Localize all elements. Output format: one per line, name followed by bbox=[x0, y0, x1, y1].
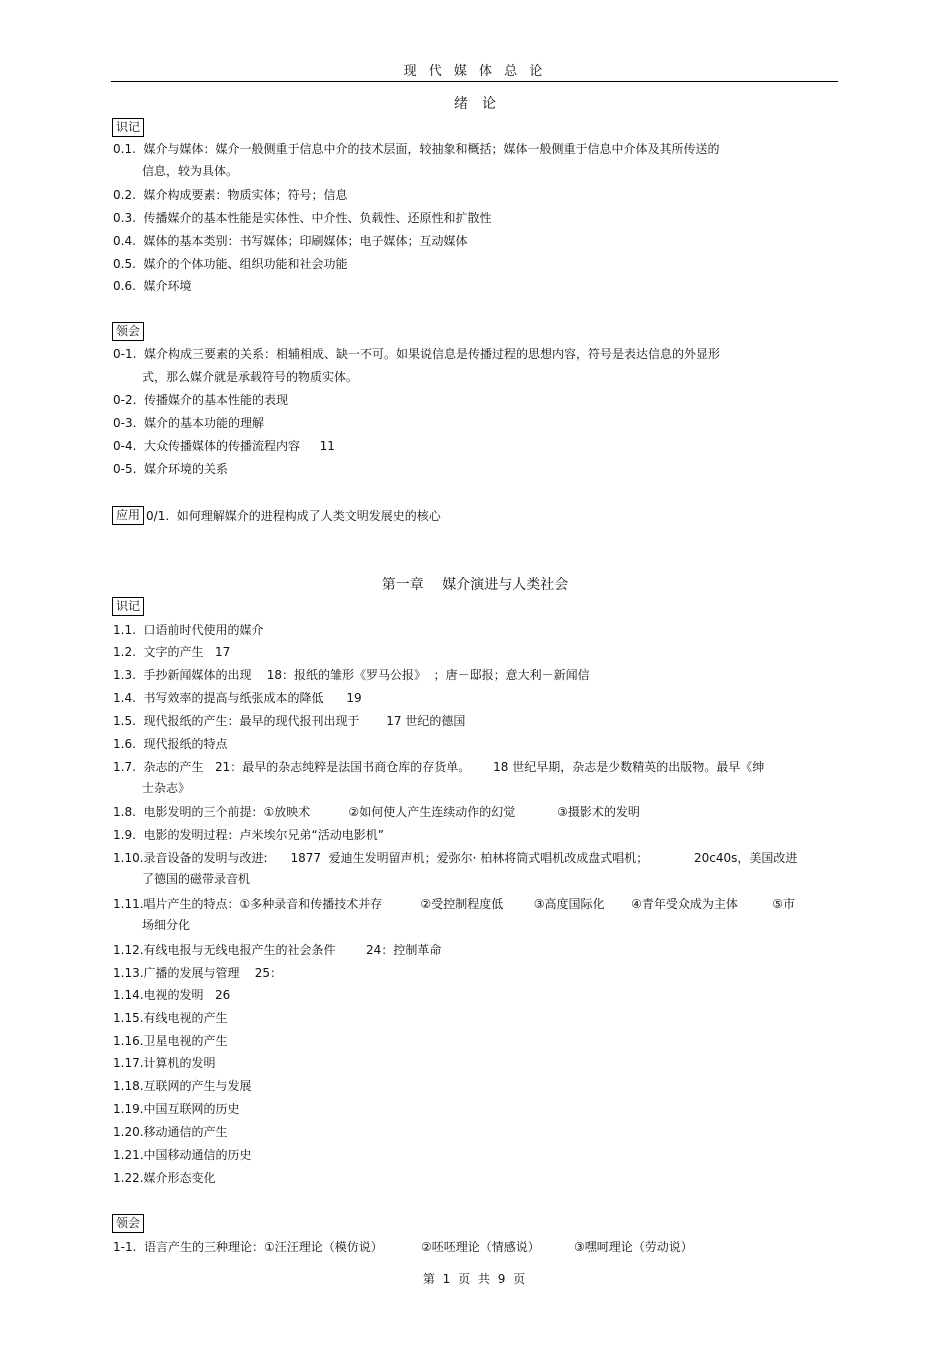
chapter1-item: 1.15.有线电视的产生 bbox=[113, 1011, 228, 1025]
intro-item-cont: 式，那么媒介就是承载符号的物质实体。 bbox=[142, 370, 359, 384]
chapter1-item: 1-1. 语言产生的三种理论：①汪汪理论（模仿说） ②呸呸理论（情感说） ③嘿呵理论（劳动说） bbox=[113, 1240, 693, 1254]
intro-tag-apply: 应用 bbox=[112, 506, 144, 525]
chapter1-item: 1.13.广播的发展与管理 25： bbox=[113, 966, 283, 980]
chapter1-item: 1.18.互联网的产生与发展 bbox=[113, 1079, 252, 1093]
intro-apply-row bbox=[112, 505, 441, 525]
chapter1-item: 1.11.唱片产生的特点：①多种录音和传播技术并存 ②受控制程度低 ③高度国际化 ④青年受众成为主体 ⑤市 bbox=[113, 897, 796, 911]
chapter1-item: 1.12.有线电报与无线电报产生的社会条件 24：控制革命 bbox=[113, 943, 442, 957]
intro-item: 0.1. 媒介与媒体：媒介一般侧重于信息中介的技术层面，较抽象和概括；媒体一般侧重于信息中介体及其所传送的 bbox=[113, 142, 720, 156]
intro-item: 0.5. 媒介的个体功能、组织功能和社会功能 bbox=[113, 257, 348, 271]
chapter1-tag-understand: 领会 bbox=[112, 1214, 144, 1233]
intro-item: 0.3. 传播媒介的基本性能是实体性、中介性、负载性、还原性和扩散性 bbox=[113, 211, 492, 225]
chapter1-item-cont: 场细分化 bbox=[142, 918, 191, 932]
chapter1-title: 第一章 媒介演进与人类社会 bbox=[381, 577, 569, 593]
chapter1-item: 1.6. 现代报纸的特点 bbox=[113, 737, 228, 751]
chapter1-item: 1.7. 杂志的产生 21：最早的杂志纯粹是法国书商仓库的存货单。 18 世纪早期，杂志是少数精英的出版物。最早《绅 bbox=[113, 760, 765, 774]
chapter1-item: 1.14.电视的发明 26 bbox=[113, 988, 231, 1002]
page-header: 现 代 媒 体 总 论 bbox=[403, 64, 547, 79]
chapter1-item-cont: 了德国的磁带录音机 bbox=[142, 872, 251, 886]
chapter1-item: 1.16.卫星电视的产生 bbox=[113, 1034, 228, 1048]
chapter1-item: 1.10.录音设备的发明与改进: 1877 爱迪生发明留声机；爱弥尔· 柏林将筒式唱机改成盘式唱机； 20c40s，美国改进 bbox=[113, 851, 798, 865]
intro-tag-memorize: 识记 bbox=[112, 118, 144, 137]
intro-title: 绪 论 bbox=[454, 96, 496, 112]
intro-item: 0-2. 传播媒介的基本性能的表现 bbox=[113, 393, 289, 407]
intro-item-cont: 信息，较为具体。 bbox=[142, 164, 239, 178]
chapter1-item: 1.17.计算机的发明 bbox=[113, 1056, 216, 1070]
chapter1-item: 1.20.移动通信的产生 bbox=[113, 1125, 228, 1139]
chapter1-item-cont: 士杂志》 bbox=[142, 781, 191, 795]
chapter1-item: 1.21.中国移动通信的历史 bbox=[113, 1148, 252, 1162]
intro-item: 0-1. 媒介构成三要素的关系：相辅相成、缺一不可。如果说信息是传播过程的思想内容，符号是表达信息的外显形 bbox=[113, 347, 721, 361]
chapter1-item: 1.22.媒介形态变化 bbox=[113, 1171, 216, 1185]
header-divider bbox=[111, 81, 838, 82]
chapter1-item: 1.8. 电影发明的三个前提：①放映术 ②如何使人产生连续动作的幻觉 ③摄影术的发明 bbox=[113, 805, 640, 819]
chapter1-item: 1.5. 现代报纸的产生：最早的现代报刊出现于 17 世纪的德国 bbox=[113, 714, 466, 728]
intro-item: 0.2. 媒介构成要素：物质实体；符号；信息 bbox=[113, 188, 348, 202]
chapter1-item: 1.19.中国互联网的历史 bbox=[113, 1102, 240, 1116]
chapter1-item: 1.1. 口语前时代使用的媒介 bbox=[113, 623, 264, 637]
chapter1-tag-memorize: 识记 bbox=[112, 597, 144, 616]
chapter1-item: 1.2. 文字的产生 17 bbox=[113, 645, 231, 659]
intro-tag-understand: 领会 bbox=[112, 322, 144, 341]
chapter1-item: 1.4. 书写效率的提高与纸张成本的降低 19 bbox=[113, 691, 362, 705]
intro-item: 0-5. 媒介环境的关系 bbox=[113, 462, 229, 476]
page-footer: 第 1 页 共 9 页 bbox=[422, 1272, 528, 1286]
intro-item: 0.4. 媒体的基本类别：书写媒体；印刷媒体；电子媒体；互动媒体 bbox=[113, 234, 468, 248]
intro-apply-text: 0/1. 如何理解媒介的进程构成了人类文明发展史的核心 bbox=[146, 508, 441, 523]
chapter1-item: 1.9. 电影的发明过程：卢米埃尔兄弟“活动电影机” bbox=[113, 828, 384, 842]
chapter1-item: 1.3. 手抄新闻媒体的出现 18：报纸的雏形《罗马公报》 ；唐－邸报；意大利－新闻信 bbox=[113, 668, 590, 682]
intro-item: 0-3. 媒介的基本功能的理解 bbox=[113, 416, 265, 430]
intro-item: 0.6. 媒介环境 bbox=[113, 279, 192, 293]
intro-item: 0-4. 大众传播媒体的传播流程内容 11 bbox=[113, 439, 335, 453]
